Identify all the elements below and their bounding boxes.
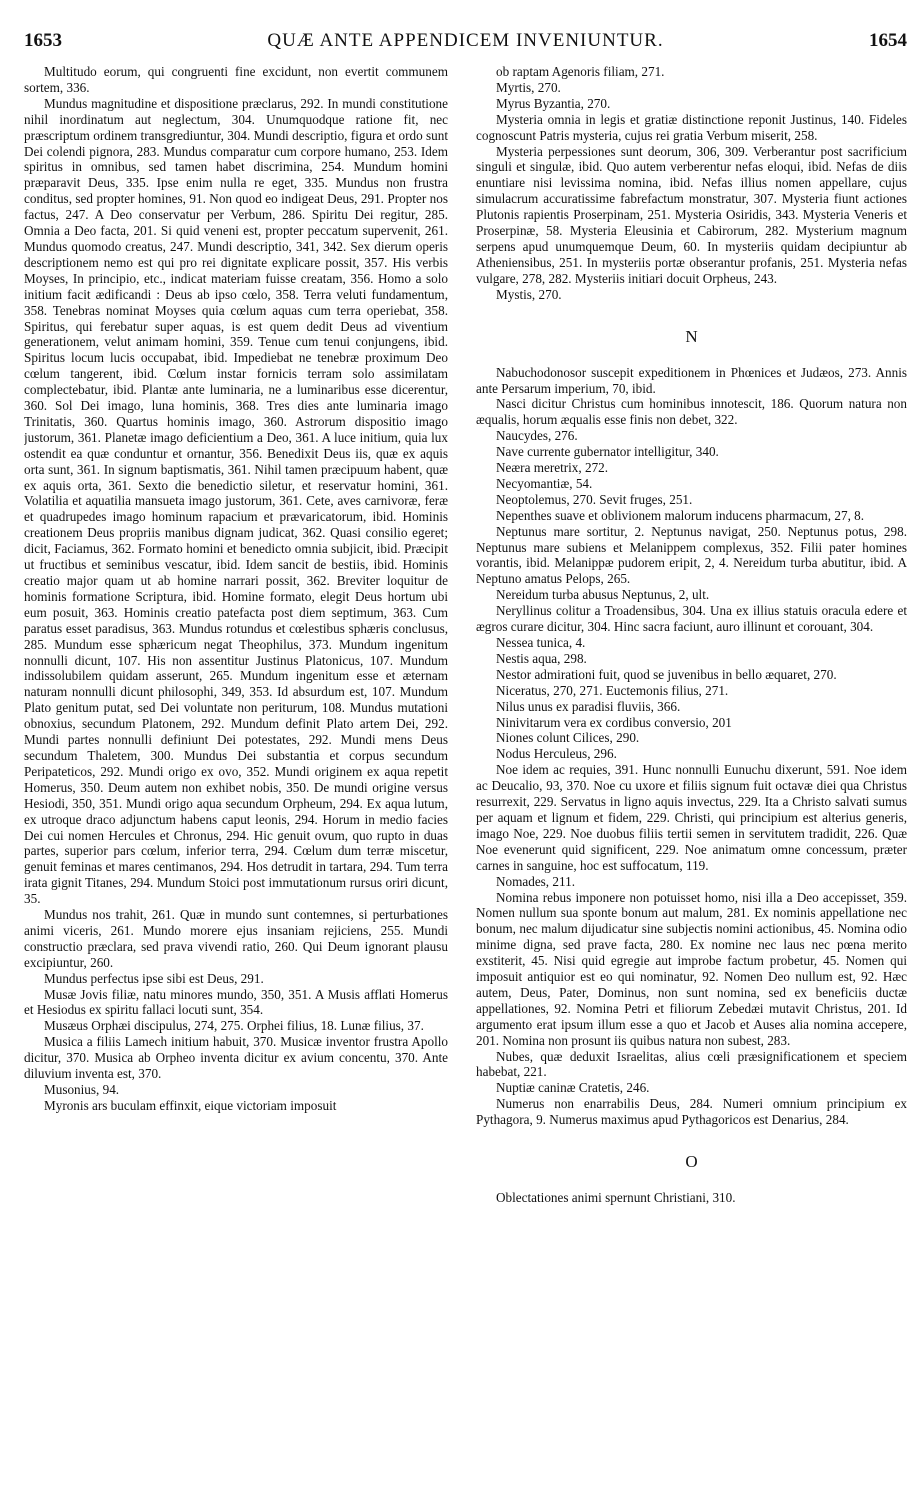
- page-title: QUÆ ANTE APPENDICEM INVENIUNTUR.: [267, 30, 664, 51]
- index-columns: [24, 64, 907, 1491]
- index-entry: Neoptolemus, 270. Sevit fruges, 251.: [496, 491, 693, 507]
- section-letter: N: [685, 326, 698, 346]
- page-header: [24, 30, 907, 54]
- index-entry: Myrus Byzantia, 270.: [496, 95, 611, 111]
- index-entry: Nestor admirationi fuit, quod se juvenibus in bello æquaret, 270.: [496, 666, 837, 682]
- index-entry: Neptunus mare sortitur, 2. Neptunus navigat, 250. Neptunus potus, 298. Neptunus mare subiens et Melanippem complexus, 352. Filii pater homines vorantis, ibid. Melanippæ pudorem eripit, 2, 4. Nereidum turba abutitur, ibid. A Neptuno amatus Pelops, 265.: [476, 523, 907, 587]
- index-entry: Musæ Jovis filiæ, natu minores mundo, 350, 351. A Musis afflati Homerus et Hesiodus ex spiritu fallaci locuti sunt, 354.: [24, 986, 448, 1018]
- index-entry: Nomades, 211.: [496, 873, 575, 889]
- index-entry: Ninivitarum vera ex cordibus conversio, 201: [496, 714, 732, 730]
- index-entry: Necyomantiæ, 54.: [496, 475, 593, 491]
- index-entry: Multitudo eorum, qui congruenti fine excidunt, non evertit communem sortem, 336.: [24, 64, 448, 95]
- index-entry: Nessea tunica, 4.: [496, 635, 586, 650]
- index-entry: Nereidum turba abusus Neptunus, 2, ult.: [496, 587, 710, 603]
- left-column: [24, 64, 448, 1491]
- index-entry: Nabuchodonosor suscepit expeditionem in Phœnices et Judæos, 273. Annis ante Persarum imperium, 70, ibid.: [476, 364, 907, 396]
- page-number-right: 1654: [869, 30, 907, 51]
- index-entry: Nepenthes suave et oblivionem malorum inducens pharmacum, 27, 8.: [496, 507, 865, 523]
- index-entry: Nubes, quæ deduxit Israelitas, alius cœli præsignificationem et speciem habebat, 221.: [476, 1048, 907, 1080]
- index-entry: Naucydes, 276.: [496, 428, 578, 444]
- index-entry: Mysteria omnia in legis et gratiæ distinctione reponit Justinus, 140. Fideles cognoscunt Patris mysteria, cujus rei gratia Verbum miserit, 258.: [476, 111, 907, 143]
- index-entry: Myronis ars buculam effinxit, eique victoriam imposuit: [44, 1097, 337, 1113]
- index-entry: Mundus perfectus ipse sibi est Deus, 291.: [44, 970, 264, 986]
- index-entry: Mysteria perpessiones sunt deorum, 306, 309. Verberantur post sacrificium singuli et singulæ, ibid. Quo autem verberentur nefas eloqui, ibid. Nefas de diis enuntiare nisi levissima nomina, ibid. Nefas illius nomen appellare, cujus simulacrum accuratissime fabrefactum monstratur, 307. Mysteria fiunt actiones Plutonis rapientis Proserpinam, 251. Mysteria Osiridis, 343. Mysteria Veneris et Proserpinæ, 58. Mysteria Eleusinia et Cabirorum, 282. Mysterium magnum serpens apud unumquemque Deum, 60. In mysteriis quidam decipiuntur ab Atheniensibus, 251. In mysteriis portæ obserantur profanis, 251. Mysteria nefas vulgare, 278, 282. Mysteriis initiari docuit Orpheus, 243.: [476, 143, 907, 286]
- index-entry: Noe idem ac requies, 391. Hunc nonnulli Eunuchu dixerunt, 591. Noe idem ac Deucalio, 93, 370. Noe cu uxore et filiis signum fuit octavæ diei qua Christus resurrexit, 229. Servatus in ligno aquis invectus, 229. Ita a Christo salvati sumus per aquam et lignum et fidem, 229. Christi, qui principium est alterius generis, imago Noe, 229. Noe duobus filiis tertii semen in servitutem tradidit, 226. Quæ Noe evenerunt quid significent, 229. Noe animatum omne concessum, præter carnes in sanguine, hoc est suffocatum, 119.: [476, 762, 907, 873]
- index-entry: Nasci dicitur Christus cum hominibus innotescit, 186. Quorum natura non æqualis, horum æqualis esse finis non debet, 322.: [476, 396, 907, 428]
- right-column: [476, 64, 907, 1491]
- index-entry: Numerus non enarrabilis Deus, 284. Numeri omnium principium ex Pythagora, 9. Numerus maximus apud Pythagoricos est Denarius, 284.: [476, 1096, 907, 1128]
- index-entry: Nestis aqua, 298.: [496, 650, 587, 666]
- index-entry: Myrtis, 270.: [496, 79, 561, 95]
- index-entry: Mystis, 270.: [496, 286, 562, 302]
- index-entry: Nave currente gubernator intelligitur, 340.: [496, 444, 719, 460]
- index-entry: Neæra meretrix, 272.: [496, 460, 609, 476]
- index-entry: Nodus Herculeus, 296.: [496, 746, 617, 762]
- index-entry: Nuptiæ caninæ Cratetis, 246.: [496, 1080, 650, 1096]
- index-entry: Neryllinus colitur a Troadensibus, 304. Una ex illius statuis oracula edere et ægros curare dicitur, 304. Hinc sacra faciunt, auro illinunt et corouant, 304.: [476, 603, 907, 635]
- index-entry: Musæus Orphæi discipulus, 274, 275. Orphei filius, 18. Lunæ filius, 37.: [44, 1018, 424, 1034]
- index-entry: ob raptam Agenoris filiam, 271.: [496, 64, 665, 79]
- index-entry: Mundus nos trahit, 261. Quæ in mundo sunt contemnes, si perturbationes animi viceris, 261. Mundo morere ejus insaniam rejiciens, 255. Mundi constructio præclara, sed prava vivendi ratio, 260. Qui Deum ignorant plausu excipiuntur, 260.: [24, 907, 448, 970]
- index-entry: Nomina rebus imponere non potuisset homo, nisi illa a Deo accepisset, 359. Nomen nullum sua sponte bonum aut malum, 281. Ex nominis appellatione nec bonum, nec malum dijudicatur sine subjectis nomini actionibus, 45. Nomina odio minime digna, sed prave facta, 280. Ex nomine nec laus nec pœna merito exstiterit, 45. Nisi quid egregie aut improbe factum probetur, 45. Nomen qui imposuit antiquior est eo qui nominatur, 92. Nomen Deo nullum est, 92. Hæc autem, Deus, Pater, Dominus, non sunt nomina, sed ex beneficiis ductæ appellationes, 92. Nomina Petri et filiorum Zebedæi mutavit Christus, 201. Id argumento erat ipsum illum esse a quo et Jacob et Auses alia nomina accepere, 201. Nomina non prosunt iis quibus natura non subest, 283.: [476, 889, 907, 1048]
- index-entry: Oblectationes animi spernunt Christiani, 310.: [496, 1190, 736, 1206]
- index-entry: Mundus magnitudine et dispositione præclarus, 292. In mundi constitutione nihil inordinatum aut neglectum, 304. Unumquodque ratione fit, nec præscriptum ordinem transgrediuntur, 304. Mundi descriptio, figura et ordo sunt Dei colendi pignora, 283. Mundus comparatur cum corpore humano, 253. Idem spiritus in omnibus, sed tamen habet discrimina, 254. Mundum homini præparavit Deus, 335. Ipse enim nulla re eget, 335. Mundus non frustra conditus, sed propter homines, 91. Non quod eo indigeat Deus, 291. Propter nos factus, 247. A Deo conservatur per Verbum, 286. Spiritu Dei regitur, 285. Omnia a Deo facta, 201. Si quid veneni est, propter peccatum supervenit, 261. Mundus quomodo creatus, 247. Mundi descriptio, 341, 342. Sex dierum operis descriptionem nemo est qui pro rei dignitate explicare possit, 357. His verbis Moyses, In principio, etc., indicat materiam fuisse creatam, 356. Homo a solo initium facit ædificandi : Deus ab ipso cœlo, 358. Terra veluti fundamentum, 358. Tenebras nominat Moyses quia cœlum aquas cum terra operiebat, 358. Spiritus, qui ferebatur super aquas, is est quem dedit Deus ad viventium generationem, velut animam homini, 359. Tenue cum tenui conjungens, ibid. Spiritus locum lucis occupabat, ibid. Impediebat ne tenebræ proximum Deo cœlum tangerent, ibid. Cœlum instar fornicis terram solo assimilatam complectebatur, ibid. Plantæ ante luminaria, ne a luminaribus esse dicerentur, 360. Sol Dei imago, luna hominis, 368. Tres dies ante luminaria imago Trinitatis, 360. Quartus hominis imago, 360. Astrorum dispositio imago justorum, 361. Planetæ imago deficientium a Deo, 361. A luce initium, quia lux ostendit ea quæ conduntur et ornantur, 356. Benedixit Deus iis, quæ ex aquis orta sunt, 361. In signum baptismatis, 361. Nihil tamen præcipuum habent, quæ ex aquis orta, 361. Sexto die benedictio siletur, et reservatur homini, 361. Volatilia et aquatilia mansueta imago justorum, 361. Cete, aves carnivoræ, feræ et quadrupedes imago hominum rapacium et prævaricatorum, ibid. Hominis creationem Deus propriis manibus dignam judicat, 362. Quasi consilio egeret; dicit, Faciamus, 362. Formato homini et benedicto omnia subjicit, ibid. Præcipit ut fructibus et seminibus vescatur, ibid. Idem sancit de bestiis, ibid. Hominis creatio major quam ut ab homine narrari possit, 362. Breviter loquitur de hominis formatione Scriptura, ibid. Homine formato, elegit Deus hortum ubi eum posuit, 363. Hominis creatio patefacta post diem septimum, 363. Cum paratus esset paradisus, 363. Mundus rotundus et cœlestibus sphæris conclusus, 285. Mundum esse sphæricum negat Theophilus, 373. Mundum ingenitum nonnulli dicunt, 107. His non assentitur Justinus Platonicus, 107. Mundum indissolubilem quidam asserunt, 265. Mundum ingenitum esse et æternam naturam nonnulli dicunt philosophi, 349, 353. Id absurdum est, 107. Mundum Plato genitum putat, sed Dei voluntate non periturum, 108. Mundus mutationi obnoxius, secundum Platonem, 292. Mundum definit Plato artem Dei, 292. Mundi partes nonnulli definiunt Dei potestates, 292. Mundi mens Deus secundum Thaletem, 300. Mundus Dei substantia et corpus secundum Peripateticos, 292. Mundi origo ex ovo, 352. Mundi originem ex aqua repetit Homerus, 350. Deum autem non exhibet nobis, 350. De mundi origine versus Hesiodi, 350, 351. Mundi origo aqua secundum Orpheum, 294. Ex aqua lutum, ex utroque draco adjunctum habens caput leonis, 294. Horum in medio facies Dei cui nomen Hercules et Chronus, 294. Hic genuit ovum, quo rupto in duas partes, superior pars cœlum, inferior terra, 294. Cœlum dum terræ miscetur, genuit feminas et mares centimanos, 294. Hos detrudit in tartara, 294. Tum terra irata gignit Titanes, 294. Mundum Stoici post immutationum rursus oriri dicunt, 35.: [24, 95, 448, 907]
- index-entry: Musonius, 94.: [44, 1082, 120, 1097]
- index-entry: Nilus unus ex paradisi fluviis, 366.: [496, 698, 681, 714]
- page-number-left: 1653: [24, 30, 62, 51]
- index-entry: Niceratus, 270, 271. Euctemonis filius, 271.: [496, 682, 729, 698]
- index-entry: Musica a filiis Lamech initium habuit, 370. Musicæ inventor frustra Apollo dicitur, 370. Musica ab Orpheo inventa dicitur ex avium concentu, 370. Ante diluvium inventa est, 370.: [24, 1034, 448, 1082]
- section-letter: O: [685, 1152, 698, 1172]
- index-entry: Niones colunt Cilices, 290.: [496, 730, 640, 746]
